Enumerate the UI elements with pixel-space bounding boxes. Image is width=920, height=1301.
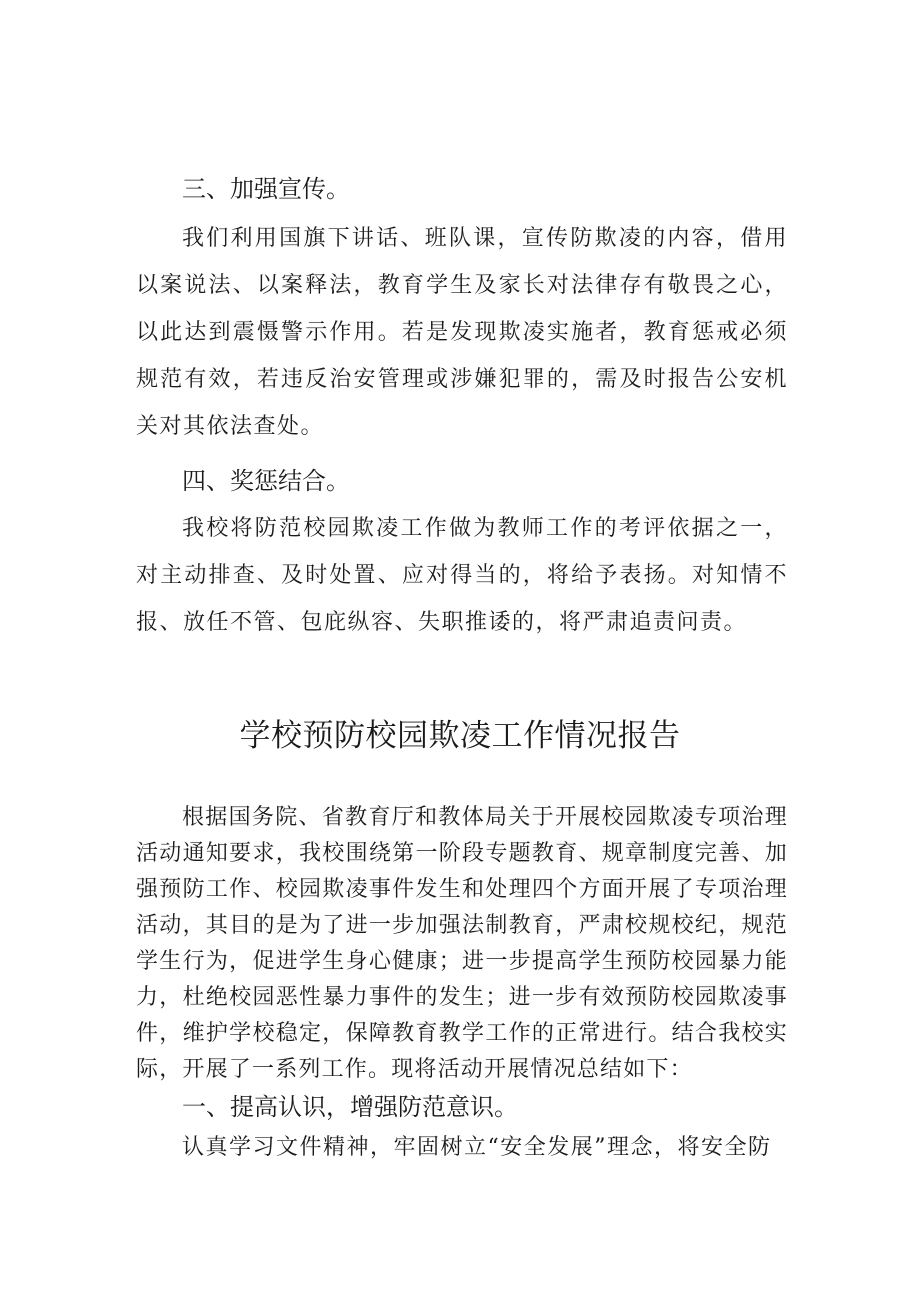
- section-three-heading: 三、加强宣传。: [182, 175, 350, 203]
- section-three-body: 我们利用国旗下讲话、班队课，宣传防欺凌的内容，借用以案说法、以案释法，教育学生及家长对法律存有敬畏之心，以此达到震慑警示作用。若是发现欺凌实施者，教育惩戒必须规范有效，若违反治安管理或涉嫌犯罪的，需及时报告公安机关对其依法查处。: [136, 226, 788, 439]
- report-intro-paragraph: 根据国务院、省教育厅和教体局关于开展校园欺凌专项治理活动通知要求，我校围绕第一阶段专题教育、规章制度完善、加强预防工作、校园欺凌事件发生和处理四个方面开展了专项治理活动，其目的是为了进一步加强法制教育，严肃校规校纪，规范学生行为，促进学生身心健康；进一步提高学生预防校园暴力能力，杜绝校园恶性暴力事件的发生；进一步有效预防校园欺凌事件，维护学校稳定，保障教育教学工作的正常进行。结合我校实际，开展了一系列工作。现将活动开展情况总结如下：: [136, 805, 788, 1082]
- section-four-heading: 四、奖惩结合。: [182, 467, 350, 495]
- section-four-body: 我校将防范校园欺凌工作做为教师工作的考评依据之一，对主动排查、及时处置、应对得当的，将给予表扬。对知情不报、放任不管、包庇纵容、失职推诿的，将严肃追责问责。: [136, 516, 788, 635]
- report-section-one-heading: 一、提高认识，增强防范意识。: [182, 1093, 518, 1121]
- report-section-one-body: 认真学习文件精神，牢固树立“安全发展”理念，将安全防: [182, 1135, 772, 1160]
- report-title: 学校预防校园欺凌工作情况报告: [239, 718, 681, 754]
